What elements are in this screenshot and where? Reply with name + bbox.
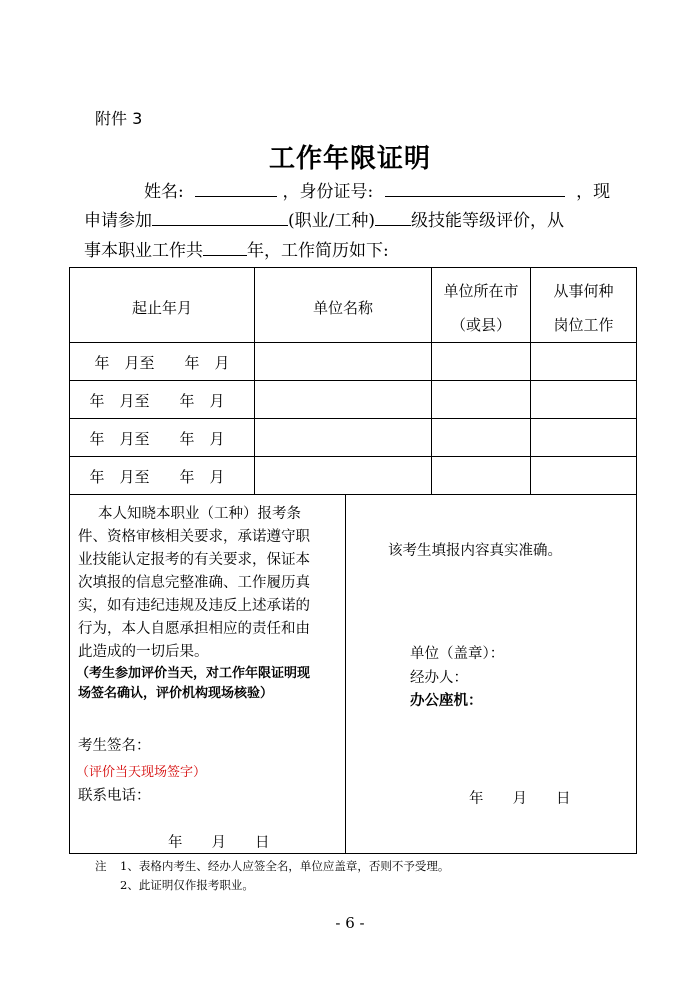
page-number: - 6 - (335, 914, 365, 932)
table-row-period: 年 月至 年 月 (89, 468, 225, 486)
pledge-bold-note: 场签名确认，评价机构现场核验） (78, 686, 274, 701)
phone-label: 联系电话： (78, 788, 151, 804)
note-item: 1、表格内考生、经办人应签全名，单位应盖章，否则不予受理。 (120, 859, 450, 873)
header-position-2: 岗位工作 (553, 316, 614, 334)
pledge-line: 实，如有违纪违规及违反上述承诺的 (78, 598, 310, 614)
name-label: 姓名: (144, 182, 184, 202)
pledge-line: 此造成的一切后果。 (78, 644, 209, 660)
table-row-period: 年 月至 年 月 (89, 392, 225, 410)
office-phone-label: 办公座机： (410, 693, 483, 709)
occupation-label: (职业/工种) (288, 211, 375, 231)
signature-label: 考生签名： (78, 738, 151, 754)
pledge-line: 行为，本人自愿承担相应的责任和由 (78, 621, 310, 637)
notes-prefix: 注 (95, 859, 107, 873)
header-employer: 单位名称 (312, 299, 373, 317)
unit-seal-label: 单位（盖章）： (410, 646, 505, 662)
header-period: 起止年月 (131, 299, 192, 317)
years-prefix: 事本职业工作共 (84, 241, 203, 261)
header-location-1: 单位所在市 (443, 282, 519, 300)
header-position-1: 从事何种 (553, 282, 614, 300)
pledge-line: 次填报的信息完整准确、工作履历真 (78, 575, 310, 591)
pledge-bold-note: （考生参加评价当天，对工作年限证明现 (76, 666, 311, 681)
level-label: 级技能等级评价，从 (411, 211, 564, 231)
pledge-line: 件、资格审核相关要求，承诺遵守职 (78, 529, 310, 545)
employer-date: 年 月 日 (469, 791, 571, 807)
id-label: ，身份证号: (282, 182, 374, 202)
pledge-date: 年 月 日 (168, 835, 270, 851)
attachment-label: 附件 3 (95, 109, 143, 128)
pledge-line: 本人知晓本职业（工种）报考条 (98, 506, 301, 522)
pledge-line: 业技能认定报考的有关要求，保证本 (78, 552, 310, 568)
signature-note: （评价当天现场签字） (76, 765, 207, 780)
employer-statement: 该考生填报内容真实准确。 (388, 543, 562, 559)
table-row-period: 年 月至 年 月 (89, 430, 225, 448)
note-item: 2、此证明仅作报考职业。 (120, 878, 254, 892)
apply-label: 申请参加 (84, 211, 152, 231)
page-title: 工作年限证明 (268, 144, 431, 174)
table-row-period: 年 月至 年 月 (94, 354, 230, 372)
handler-label: 经办人： (410, 670, 468, 686)
line1-end: ，现 (576, 182, 611, 202)
years-suffix: 年，工作简历如下: (247, 241, 389, 261)
header-location-2: （或县） (450, 316, 511, 334)
